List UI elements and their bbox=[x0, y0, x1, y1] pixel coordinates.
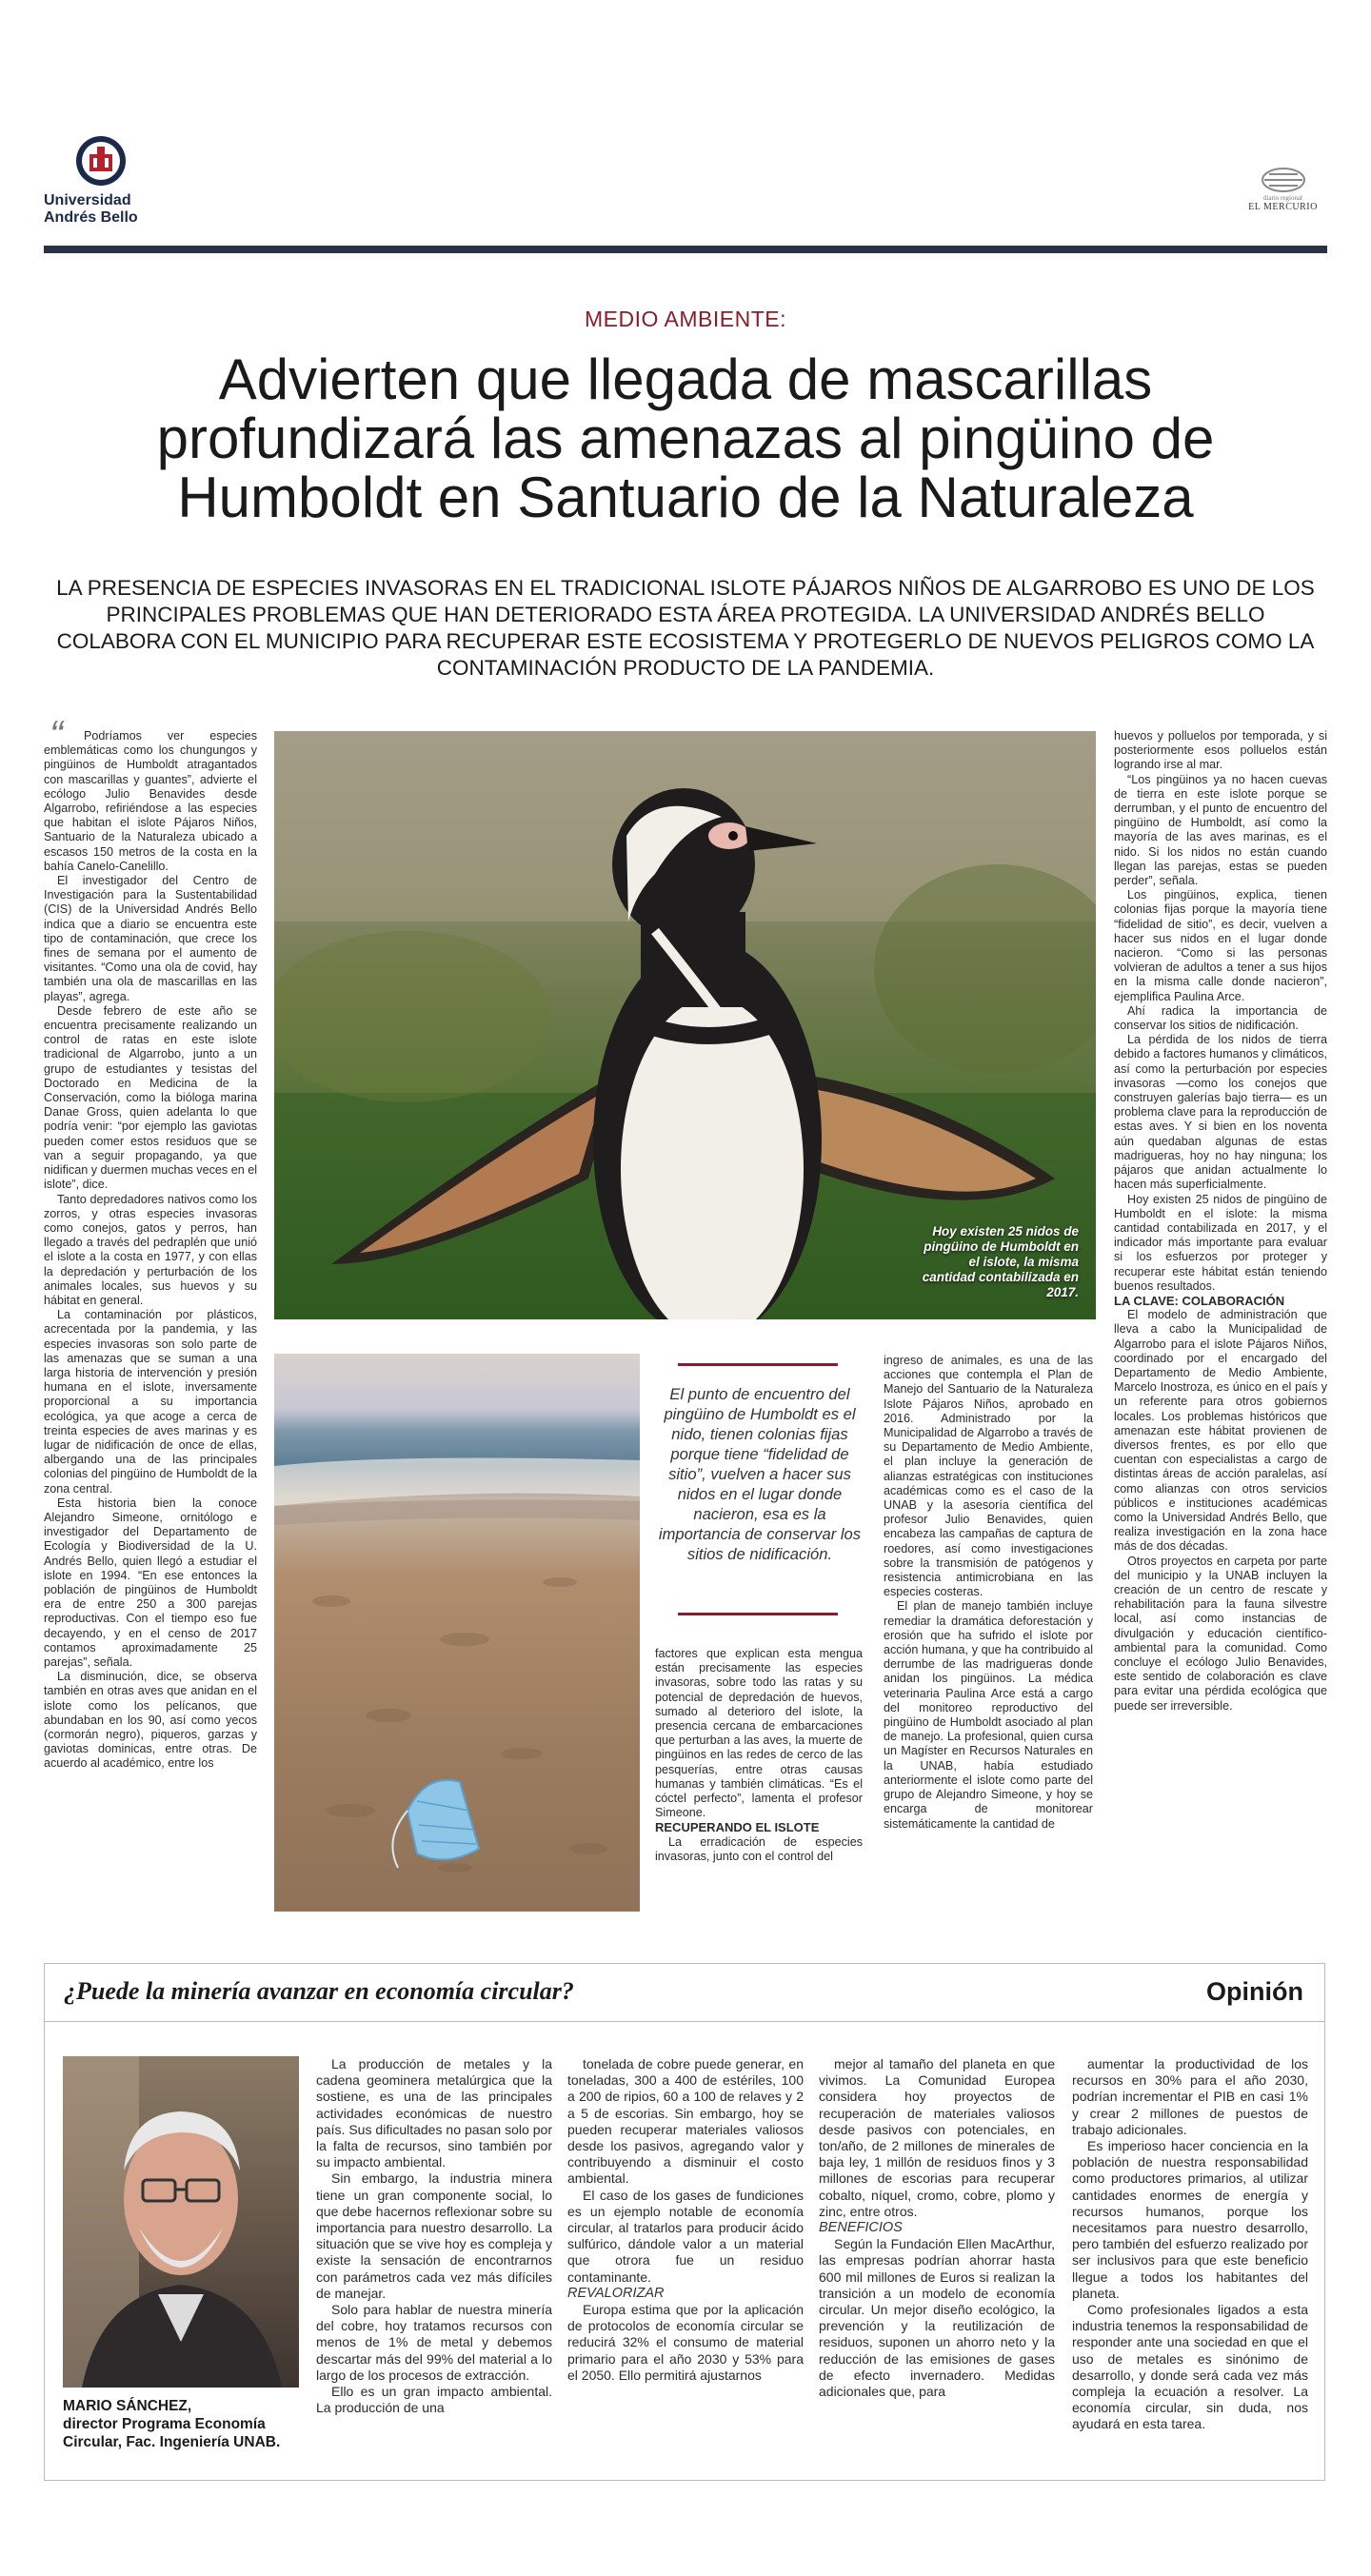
col1-paragraph: Tanto depredadores nativos como los zorros, y otras especies invasoras como conejos, gatos y perros, han llegado a través del pedraplén que unió el islote a la costa en 1977, y con ellas la depredación y perturbación de los animales locales, sus huevos y su hábitat en general. bbox=[44, 1192, 257, 1307]
mercurio-emblem-icon bbox=[1260, 166, 1307, 194]
mercurio-small-text: diario regional bbox=[1262, 194, 1302, 202]
col3-paragraph: ingreso de animales, es una de las acciones que contempla el Plan de Manejo del Santuario de la Naturaleza Islote Pájaros Niños, aprobado en 2016. Administrado por la Municipalidad de Algarrobo a través de su Departamento de Medio Ambiente, el plan incluye la generación de alianzas estratégicas con instituciones académicas como es el caso de la UNAB y la asesoría científica del profesor Julio Benavides, quien encabeza las campañas de captura de roedores, así como investigaciones sobre la transmisión de patógenos y resistencia antimicrobiana en las especies costeras. bbox=[884, 1354, 1093, 1599]
col3-paragraph: El plan de manejo también incluye remediar la dramática deforestación y erosión que ha sufrido el islote por acción humana, y que ha contribuido al derrumbe de las madrigueras donde anidan los pingüinos. La médica veterinaria Paulina Arce está a cargo del monitoreo reproductivo del pingüino de Humboldt asociado al plan de manejo. La profesional, quien cursa un Magíster en Recursos Naturales en la UNAB, había estudiado anteriormente el islote como parte del grupo de Alejandro Simeone, y hoy se encarga de monitorear sistemáticamente la cantidad de bbox=[884, 1599, 1093, 1831]
opinion-header bbox=[45, 1964, 1324, 2022]
opinion-paragraph: tonelada de cobre puede generar, en toneladas, 300 a 400 de estériles, 100 a 200 de ripios, 60 a 100 de relaves y 2 a 5 de escorias. Sin embargo, hoy se pueden recuperar materiales valiosos desde los pasivos, agregando valor y contribuyendo a disminuir el costo ambiental. bbox=[567, 2056, 804, 2187]
penguin-photo bbox=[274, 731, 1096, 1319]
opinion-paragraph: Como profesionales ligados a esta industria tenemos la responsabilidad de responder ante una sociedad en que el uso de metales es sinónimo de desarrollo, y donde será cada vez más compleja la ecuación a resolver. La economía circular, sin duda, nos ayudará en esta tarea. bbox=[1072, 2302, 1308, 2432]
article-column-1 bbox=[44, 729, 257, 1772]
opinion-column-3 bbox=[819, 2056, 1055, 2400]
opinion-paragraph: aumentar la productividad de los recursos en 30% para el año 2030, podrían incrementar el PIB en casi 1% y crear 2 millones de puestos de trabajo adicionales. bbox=[1072, 2056, 1308, 2137]
opinion-paragraph: Sin embargo, la industria minera tiene un gran componente social, lo que debe hacernos reflexionar sobre su importancia para nuestro desarrollo. La situación que se vive hoy es compleja y existe la sensación de encontrarnos con parámetros cada vez más difíciles de manejar. bbox=[316, 2170, 552, 2301]
col4-paragraph: Hoy existen 25 nidos de pingüino de Humboldt en el islote: la misma cantidad contabilizada en 2017, y el indicador más importante para evaluar si los esfuerzos por proteger y recuperar este hábitat están teniendo buenos resultados. bbox=[1114, 1192, 1327, 1293]
article-lead: LA PRESENCIA DE ESPECIES INVASORAS EN EL TRADICIONAL ISLOTE PÁJAROS NIÑOS DE ALGARROBO ES UNO DE LOS PRINCIPALES PROBLEMAS QUE HAN DETERIORADO ESTA ÁREA PROTEGIDA. LA UNIVERSIDAD ANDRÉS BELLO COLABORA CON EL MUNICIPIO PARA RECUPERAR ESTE ECOSISTEMA Y PROTEGERLO DE NUEVOS PELIGROS COMO LA CONTAMINACIÓN PRODUCTO DE LA PANDEMIA. bbox=[56, 576, 1315, 680]
opinion-subhead-beneficios: BENEFICIOS bbox=[819, 2220, 903, 2236]
mercurio-logo bbox=[1238, 166, 1328, 223]
quote-mark: “ bbox=[50, 712, 63, 757]
header-rule bbox=[44, 246, 1327, 253]
pull-quote-rule-bottom bbox=[678, 1613, 838, 1615]
opinion-paragraph: La producción de metales y la cadena geominera metalúrgica que la sostiene, es una de las principales actividades económicas de nuestro país. Sus dificultades no pasan solo por la falta de recursos, sino también por su impacto ambiental. bbox=[316, 2056, 552, 2170]
col4-paragraph: Otros proyectos en carpeta por parte del municipio y la UNAB incluyen la creación de un centro de rescate y rehabilitación para la fauna silvestre local, así como instancias de divulgación y educación científico-ambiental para la comunidad. Como concluye el ecólogo Julio Benavides, este sentido de colaboración es clave para evitar una pérdida ecológica que puede ser irreversible. bbox=[1114, 1554, 1327, 1713]
col4-paragraph: huevos y polluelos por temporada, y si posteriormente esos polluelos están logrando irse al mar. bbox=[1114, 729, 1327, 772]
author-photo bbox=[63, 2056, 299, 2388]
mercurio-name: EL MERCURIO bbox=[1248, 202, 1318, 212]
pull-quote-rule-top bbox=[678, 1363, 838, 1366]
col2-paragraph: factores que explican esta mengua están precisamente las especies invasoras, sobre todo las ratas y su potencial de depredación de huevos, sumado al deterioro del islote, la presencia cercana de embarcaciones que perturban a las aves, la muerte de pingüinos en las redes de cerco de las pesquerías, entre otras causas humanas y también climáticas. “Es el cóctel perfecto”, lamenta el profesor Simeone. bbox=[655, 1647, 863, 1820]
article-column-2 bbox=[655, 1647, 863, 1864]
beach-illustration bbox=[274, 1354, 640, 1912]
opinion-label: Opinión bbox=[1206, 1977, 1303, 2006]
author-name: MARIO SÁNCHEZ, bbox=[63, 2398, 192, 2414]
author-illustration bbox=[63, 2056, 299, 2388]
opinion-title: ¿Puede la minería avanzar en economía circular? bbox=[64, 1977, 574, 2005]
opinion-paragraph: El caso de los gases de fundiciones es un ejemplo notable de economía circular, al tratarlos para producir ácido sulfúrico, dándole valor a un material que otrora fue un residuo contaminante. bbox=[567, 2187, 804, 2285]
article-column-3 bbox=[884, 1354, 1093, 1832]
article-title: Advierten que llegada de mascarillas profundizará las amenazas al pingüino de Humboldt en Santuario de la Naturaleza bbox=[156, 347, 1215, 529]
col4-paragraph: El modelo de administración que lleva a cabo la Municipalidad de Algarrobo para el islote Pájaros Niños, coordinado por el encargado del Departamento de Medio Ambiente, Marcelo Inostroza, es único en el país y un referente para otros gobiernos locales. Los problemas históricos que amenazan este hábitat provienen de diversos frentes, es por ello que cuentan con especialistas a cargo de distintas áreas de acción paralelas, así como alianzas con otros servicios públicos e instituciones académicas como la Universidad Andrés Bello, que realiza investigación en la zona hace más de dos décadas. bbox=[1114, 1308, 1327, 1554]
opinion-column-4 bbox=[1072, 2056, 1308, 2433]
opinion-paragraph: mejor al tamaño del planeta en que vivimos. La Comunidad Europea considera hoy proyectos de recuperación de materiales valiosos desde pasivos con potenciales, en ton/año, de 2 millones de minerales de baja ley, 1 millón de residuos finos y 3 millones de escorias para recuperar cobalto, níquel, cromo, cobre, plomo y zinc, entre otros. bbox=[819, 2056, 1055, 2219]
col4-paragraph: La pérdida de los nidos de tierra debido a factores humanos y climáticos, así como la perturbación por especies invasoras —como los conejos que construyen galerías bajo tierra— es un problema clave para la reproducción de estas aves. Y si bien en los noventa aún quedaban algunas de estas madrigueras, hoy no hay ninguna; los pájaros que anidan actualmente lo hacen más superficialmente. bbox=[1114, 1033, 1328, 1192]
opinion-subhead-revalorizar: REVALORIZAR bbox=[567, 2285, 665, 2301]
col4-paragraph: Ahí radica la importancia de conservar los sitios de nidificación. bbox=[1114, 1003, 1327, 1033]
opinion-paragraph: Es imperioso hacer conciencia en la población de nuestra responsabilidad como productores primarios, al utilizar cantidades enormes de energía y recursos humanos, porque los necesitamos para nuestro desarrollo, pero también del esfuerzo realizado por ser inclusivos para que este beneficio llegue a todos los habitantes del planeta. bbox=[1072, 2138, 1308, 2301]
col4-paragraph: “Los pingüinos ya no hacen cuevas de tierra en este islote porque se derrumban, y el punto de encuentro del pingüino de Humboldt, así como la mayoría de las aves marinas, es el nido. Si los nidos no están cuando llegan las parejas, estas se pueden perder”, señala. bbox=[1114, 772, 1327, 888]
author-role: director Programa Economía Circular, Fac. Ingeniería UNAB. bbox=[63, 2416, 281, 2450]
unab-logo-line1: Universidad bbox=[44, 192, 131, 208]
col1-paragraph: La disminución, dice, se observa también en otras aves que anidan en el islote como los pelícanos, que abundaban en los 90, así como yecos (cormorán negro), piqueros, garzas y gaviotas dominicas, entre otras. De acuerdo al académico, entre los bbox=[44, 1670, 257, 1771]
opinion-column-2 bbox=[567, 2056, 804, 2384]
col1-paragraph: Podríamos ver especies emblemáticas como los chungungos y pingüinos de Humboldt atragantados con mascarillas y guantes”, advierte el ecólogo Julio Benavides desde Algarrobo, refiriéndose a las especies que habitan el islote Pájaros Niños, Santuario de la Naturaleza ubicado a escasos 150 metros de la costa en la bahía Canelo-Canelillo. bbox=[44, 729, 257, 873]
opinion-paragraph: Europa estima que por la aplicación de protocolos de economía circular se reducirá 32% el consumo de material primario para el año 2030 y 53% para el 2050. Ello permitirá ajustarnos bbox=[567, 2302, 804, 2383]
col1-paragraph: El investigador del Centro de Investigación para la Sustentabilidad (CIS) de la Universidad Andrés Bello indica que a diario se encuentra este tipo de contaminación, que crece los fines de semana por el aumento de visitantes. “Como una ola de covid, hay también una ola de mascarillas en las playas”, agrega. bbox=[44, 874, 257, 1003]
col1-paragraph: Esta historia bien la conoce Alejandro Simeone, ornitólogo e investigador del Departamento de Ecología y Biodiversidad de la U. Andrés Bello, quien llegó a estudiar el islote en 1994. “En ese entonces la población de pingüinos de Humboldt era de entre 250 a 300 parejas reproductivas. Con el tiempo eso fue decayendo, y en el censo de 2017 contamos aproximadamente 25 parejas”, señala. bbox=[44, 1496, 257, 1669]
photo-caption: Hoy existen 25 nidos de pingüino de Humboldt en el islote, la misma cantidad contabilizada en 2017. bbox=[922, 1224, 1079, 1299]
col2-paragraph: La erradicación de especies invasoras, junto con el control del bbox=[655, 1834, 863, 1863]
col1-paragraph: La contaminación por plásticos, acrecentada por la pandemia, y las especies invasoras son solo parte de las amenazas que se suman a una larga historia de intervención y presión humana en el islote, inversamente proporcional a su importancia ecológica, ya que acoge a cerca de treinta especies de aves marinas y es lugar de nidificación de once de ellas, albergando una de las principales colonias del pingüino de Humboldt de la zona central. bbox=[44, 1308, 257, 1496]
article-column-4 bbox=[1114, 729, 1327, 1714]
opinion-paragraph: Ello es un gran impacto ambiental. La producción de una bbox=[316, 2384, 552, 2416]
opinion-column-1 bbox=[316, 2056, 552, 2416]
opinion-paragraph: Según la Fundación Ellen MacArthur, las empresas podrían ahorrar hasta 600 mil millones de Euros si realizan la transición a un modelo de economía circular. Un mejor diseño ecológico, la prevención y la reutilización de residuos, suponen un ahorro neto y la reducción de las emisiones de gases de efecto invernadero. Medidas adicionales que, para bbox=[819, 2236, 1055, 2400]
beach-mask-photo bbox=[274, 1354, 640, 1912]
subhead-recuperando: RECUPERANDO EL ISLOTE bbox=[655, 1820, 820, 1835]
pull-quote: El punto de encuentro del pingüino de Humboldt es el nido, tienen colonias fijas porque tiene “fidelidad de sitio”, vuelven a hacer sus nidos en el lugar donde nacieron, esa es la importancia de conservar los sitios de nidificación. bbox=[658, 1385, 862, 1563]
unab-crest-icon bbox=[74, 133, 128, 188]
unab-logo-line2: Andrés Bello bbox=[44, 209, 138, 226]
subhead-clave: LA CLAVE: COLABORACIÓN bbox=[1114, 1293, 1285, 1308]
col4-paragraph: Los pingüinos, explica, tienen colonias fijas porque la mayoría tiene “fidelidad de sitio”, es decir, vuelven a hacer sus nidos en el lugar donde nacieron. “Como si las personas volvieran de adultos a tener a sus hijos en la misma calle donde nacieron”, ejemplifica Paulina Arce. bbox=[1114, 888, 1327, 1003]
col1-paragraph: Desde febrero de este año se encuentra precisamente realizando un control de ratas en este islote tradicional de Algarrobo, junto a un grupo de estudiantes y tesistas del Doctorado en Medicina de la Conservación, como la bióloga marina Danae Gross, quien adelanta lo que podría venir: “por ejemplo las gaviotas pueden comer estos residuos que se van a seguir propagando, ya que nidifican y duermen muchas veces en el islote”, dice. bbox=[44, 1003, 258, 1192]
opinion-paragraph: Solo para hablar de nuestra minería del cobre, hoy tratamos recursos con menos de 1% de metal y debemos descartar más del 99% del material a lo largo de los procesos de extracción. bbox=[316, 2302, 552, 2383]
unab-logo bbox=[44, 133, 168, 228]
section-label: MEDIO AMBIENTE: bbox=[585, 307, 786, 331]
